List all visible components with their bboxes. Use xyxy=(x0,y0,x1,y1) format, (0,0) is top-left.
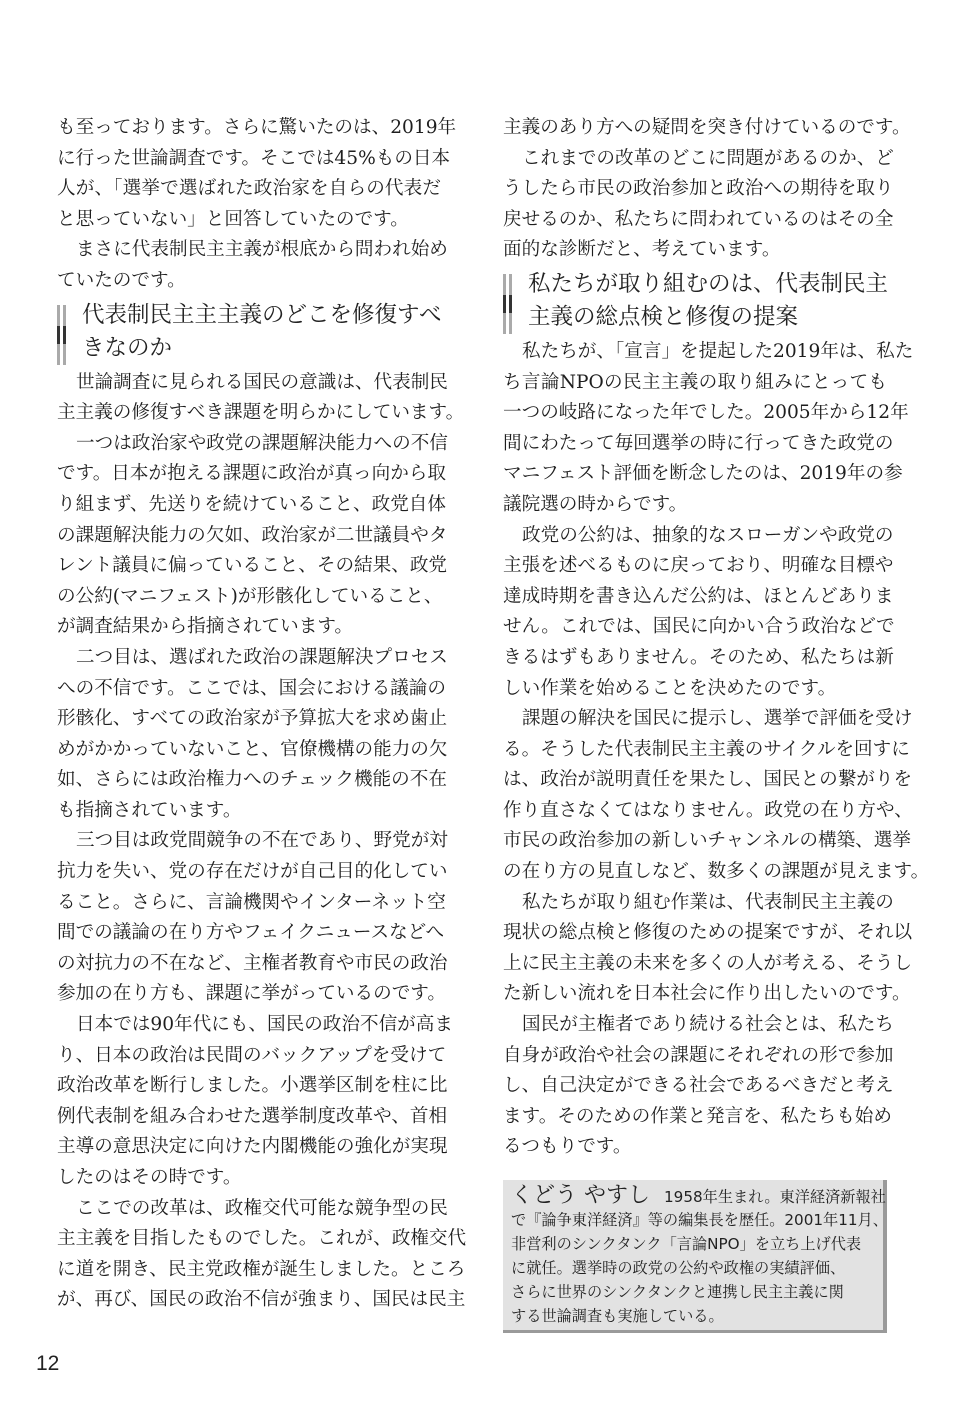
text-line: 市民の政治参加の新しいチャンネルの構築、選挙 xyxy=(503,830,911,852)
text-line: ること。さらに、言論機関やインターネット空 xyxy=(57,891,446,913)
text-line: 参加の在り方も、課題に挙がっているのです。 xyxy=(57,983,446,1005)
text-line: るつもりです。 xyxy=(503,1136,632,1158)
text-line: ち言論NPOの民主主義の取り組みにとっても xyxy=(503,371,887,393)
text-line: です。日本が抱える課題に政治が真っ向から取 xyxy=(57,463,446,485)
text-line: 作り直さなくてはなりません。政党の在り方や、 xyxy=(503,799,913,821)
paragraph xyxy=(57,235,448,296)
paragraph xyxy=(57,1010,453,1194)
text-line: 自身が政治や社会の課題にそれぞれの形で参加 xyxy=(503,1044,894,1066)
heading-line: 代表制民主主主義のどこを修復すべ xyxy=(82,301,442,328)
paragraph xyxy=(503,337,914,521)
profile-line: する世論調査も実施している。 xyxy=(511,1307,724,1325)
text-line: ここでの改革は、政権交代可能な競争型の民 xyxy=(76,1197,448,1219)
text-line: 日本では90年代にも、国民の政治不信が高ま xyxy=(76,1014,453,1036)
heading-bar-icon xyxy=(509,274,512,334)
paragraph xyxy=(57,113,457,235)
paragraph xyxy=(503,113,911,144)
text-line: 現状の総点検と修復のための提案ですが、それ以 xyxy=(503,922,913,944)
paragraph xyxy=(57,826,448,1010)
text-line: に行った世論調査です。そこでは45%もの日本 xyxy=(57,147,451,169)
paragraph xyxy=(503,704,930,888)
heading-bar-icon xyxy=(63,305,66,365)
heading-bar-icon xyxy=(57,305,60,365)
text-line: と思っていない」と回答していたのです。 xyxy=(57,208,409,230)
text-line: 面的な診断だと、考えています。 xyxy=(503,239,781,261)
text-line: したのはその時です。 xyxy=(57,1167,242,1188)
profile-line xyxy=(511,1183,886,1208)
text-line: の公約(マニフェスト)が形骸化していること、 xyxy=(57,585,443,607)
text-line: 戻せるのか、私たちに問われているのはその全 xyxy=(503,208,894,230)
text-line: 如、さらには政治権力へのチェック機能の不在 xyxy=(57,769,447,791)
text-line: 間にわたって毎回選挙の時に行ってきた政党の xyxy=(503,432,894,454)
text-line: も指摘されています。 xyxy=(57,799,242,821)
author-name: くどう やすし xyxy=(511,1183,650,1208)
paragraph xyxy=(57,1194,467,1316)
text-line: ていたのです。 xyxy=(57,269,186,291)
text-line: は、政治が説明責任を果たし、国民との繋がりを xyxy=(503,769,913,791)
text-line: への不信です。ここでは、国会における議論の xyxy=(57,677,446,699)
text-line: り組まず、先送りを続けていること、政党自体 xyxy=(57,493,446,515)
profile-line: 非営利のシンクタンク「言論NPO」を立ち上げ代表 xyxy=(511,1235,862,1253)
text-line: 一つの岐路になった年でした。2005年から12年 xyxy=(503,402,909,424)
text-line: めがかかっていないこと、官僚機構の能力の欠 xyxy=(57,738,448,760)
text-line: 世論調査に見られる国民の意識は、代表制民 xyxy=(76,371,448,393)
paragraph xyxy=(503,1010,894,1163)
text-line: しい作業を始めることを決めたのです。 xyxy=(503,677,837,699)
text-line: の課題解決能力の欠如、政治家が二世議員やタ xyxy=(57,524,448,546)
paragraph xyxy=(503,144,894,266)
profile-line: さらに世界のシンクタンクと連携し民主主義に関 xyxy=(511,1283,844,1301)
text-line: 課題の解決を国民に提示し、選挙で評価を受け xyxy=(522,708,913,730)
profile-line: に就任。選挙時の政党の公約や政権の実績評価、 xyxy=(511,1259,846,1277)
text-line: の在り方の見直しなど、数多くの課題が見えます。 xyxy=(503,861,930,883)
text-line: これまでの改革のどこに問題があるのか、ど xyxy=(522,147,894,169)
text-line: 政党の公約は、抽象的なスローガンや政党の xyxy=(522,524,894,546)
text-line: し、自己決定ができる社会であるべきだと考え xyxy=(503,1075,894,1097)
text-line: 抗力を失い、党の存在だけが自己目的化してい xyxy=(57,861,448,883)
text-line: 私たちが取り組む作業は、代表制民主主義の xyxy=(522,891,894,913)
text-line: 主張を述べるものに戻っており、明確な目標や xyxy=(503,555,894,577)
text-line: せん。これでは、国民に向かい合う政治などで xyxy=(503,616,895,638)
text-line: 主導の意思決定に向けた内閣機能の強化が実現 xyxy=(57,1136,448,1158)
text-line: た新しい流れを日本社会に作り出したいのです。 xyxy=(503,983,911,1005)
section-heading xyxy=(503,268,887,334)
text-line: 間での議論の在り方やフェイクニュースなどへ xyxy=(57,922,445,944)
heading-line: きなのか xyxy=(82,334,173,361)
text-line: 上に民主主義の未来を多くの人が考える、そうし xyxy=(503,952,913,974)
text-line: 人が、「選挙で選ばれた政治家を自らの代表だ xyxy=(57,178,441,200)
text-line: ます。そのための作業と発言を、私たちも始め xyxy=(503,1105,892,1127)
text-line: が調査結果から指摘されています。 xyxy=(57,616,354,638)
left-column xyxy=(57,113,467,1316)
text-line: 国民が主権者であり続ける社会とは、私たち xyxy=(522,1014,894,1036)
text-line: レント議員に偏っていること、その結果、政党 xyxy=(57,555,448,577)
text-line: り、日本の政治は民間のバックアップを受けて xyxy=(57,1044,447,1066)
text-line: 政治改革を断行しました。小選挙区制を柱に比 xyxy=(57,1075,448,1097)
page-number: 12 xyxy=(36,1352,60,1375)
text-line: に道を開き、民主党政権が誕生しました。ところ xyxy=(57,1258,466,1280)
text-line: マニフェスト評価を断念したのは、2019年の参 xyxy=(503,463,903,485)
text-line: が、再び、国民の政治不信が強まり、国民は民主 xyxy=(57,1289,466,1311)
right-column xyxy=(503,113,930,1163)
text-line: 私たちが、「宣言」を提起した2019年は、私た xyxy=(522,340,914,362)
author-profile-box xyxy=(503,1180,887,1333)
text-line: 二つ目は、選ばれた政治の課題解決プロセス xyxy=(76,646,448,668)
heading-bar-icon xyxy=(503,274,506,334)
text-line: 三つ目は政党間競争の不在であり、野党が対 xyxy=(76,830,448,852)
paragraph xyxy=(503,888,913,1010)
text-line: まさに代表制民主主義が根底から問われ始め xyxy=(76,239,448,261)
paragraph xyxy=(503,521,895,705)
text-line: きるはずもありません。そのため、私たちは新 xyxy=(503,646,894,668)
paragraph xyxy=(57,429,448,643)
text-line: 一つは政治家や政党の課題解決能力への不信 xyxy=(76,432,448,454)
heading-line: 私たちが取り組むのは、代表制民主 xyxy=(528,270,889,297)
text-line: 形骸化、すべての政治家が予算拡大を求め歯止 xyxy=(57,708,448,730)
text-line: 議院選の時からです。 xyxy=(503,493,688,515)
text-line: も至っております。さらに驚いたのは、2019年 xyxy=(57,117,457,138)
heading-line: 主義の総点検と修復の提案 xyxy=(528,303,799,330)
text-line: 主主義の修復すべき課題を明らかにしています。 xyxy=(57,402,465,424)
paragraph xyxy=(57,368,465,429)
text-line: の対抗力の不在など、主権者教育や市民の政治 xyxy=(57,952,448,974)
text-line: 達成時期を書き込んだ公約は、ほとんどありま xyxy=(503,585,894,607)
paragraph xyxy=(57,643,448,827)
text-line: る。そうした代表制民主主義のサイクルを回すに xyxy=(503,738,910,760)
text-line: 主主義を目指したものでした。これが、政権交代 xyxy=(57,1228,467,1250)
text-line: うしたら市民の政治参加と政治への期待を取り xyxy=(503,178,894,200)
text-line: 例代表制を組み合わせた選挙制度改革や、首相 xyxy=(57,1105,448,1127)
profile-text: 1958年生まれ。東洋経済新報社 xyxy=(664,1188,886,1206)
profile-line: で『論争東洋経済』等の編集長を歴任。2001年11月、 xyxy=(511,1211,888,1229)
text-line: 主義のあり方への疑問を突き付けているのです。 xyxy=(503,117,911,138)
section-heading xyxy=(57,299,441,365)
